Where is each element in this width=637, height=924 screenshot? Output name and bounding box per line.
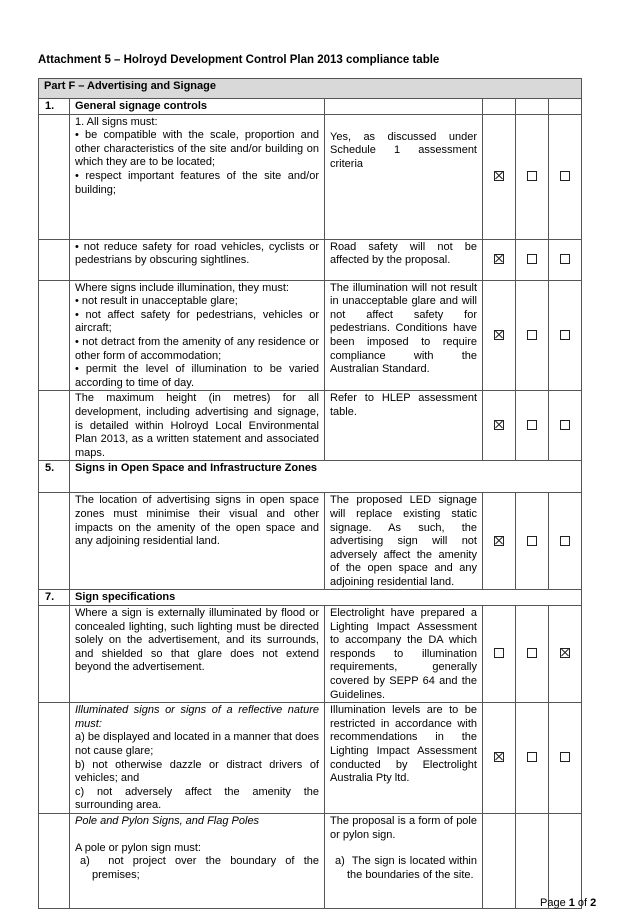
checkbox-icon[interactable] xyxy=(527,752,537,762)
checkbox-icon[interactable] xyxy=(560,648,570,658)
table-row xyxy=(39,493,582,590)
assessment-comment: The proposal is a form of pole or pylon sign. a) The sign is located within the boundaries of the site. xyxy=(325,813,483,908)
control-text: Where signs include illumination, they must: • not result in unacceptable glare; • not affect safety for pedestrians, vehicles or aircraft; • not detract from the amenity of any residence or other form of accommodation; • permit the level of illumination to be varied according to time of day. xyxy=(70,280,325,391)
checkbox-icon[interactable] xyxy=(527,420,537,430)
control-text: • not reduce safety for road vehicles, cyclists or pedestrians by obscuring sightlines. xyxy=(70,239,325,280)
section-number: 5. xyxy=(39,461,70,493)
checkbox-icon[interactable] xyxy=(560,752,570,762)
check-no[interactable] xyxy=(516,239,549,280)
checkbox-icon[interactable] xyxy=(527,330,537,340)
table-row xyxy=(39,239,582,280)
check-no[interactable] xyxy=(516,493,549,590)
table-row xyxy=(39,114,582,239)
section-heading-row xyxy=(39,590,582,606)
check-na[interactable] xyxy=(549,703,582,814)
checkbox-icon[interactable] xyxy=(494,171,504,181)
checkbox-icon[interactable] xyxy=(527,536,537,546)
part-heading-row xyxy=(39,79,582,99)
section-heading-row xyxy=(39,461,582,493)
assessment-comment: Road safety will not be affected by the proposal. xyxy=(325,239,483,280)
check-no[interactable] xyxy=(516,703,549,814)
checkbox-icon[interactable] xyxy=(494,254,504,264)
checkbox-icon[interactable] xyxy=(494,330,504,340)
checkbox-icon[interactable] xyxy=(494,536,504,546)
check-na[interactable] xyxy=(549,239,582,280)
assessment-comment: Yes, as discussed under Schedule 1 assessment criteria xyxy=(325,114,483,239)
checkbox-icon[interactable] xyxy=(560,420,570,430)
checkbox-icon[interactable] xyxy=(527,648,537,658)
control-text: 1. All signs must: • be compatible with the scale, proportion and other characteristics of the site and/or building on which they are to be located; • respect important features of the site and/or building; xyxy=(70,114,325,239)
checkbox-icon[interactable] xyxy=(494,648,504,658)
check-na[interactable] xyxy=(549,606,582,703)
section-number: 1. xyxy=(39,99,70,115)
control-text: Illuminated signs or signs of a reflective nature must: a) be displayed and located in a manner that does not cause glare; b) not otherwise dazzle or distract drivers of vehicles; and c) not adversely affect the amenity the surrounding area. xyxy=(70,703,325,814)
part-heading: Part F – Advertising and Signage xyxy=(39,79,582,99)
assessment-comment: The proposed LED signage will replace existing static signage. As such, the advertising sign will not adversely affect the amenity of the open space and any adjoining residential land. xyxy=(325,493,483,590)
check-no[interactable] xyxy=(516,606,549,703)
check-yes[interactable] xyxy=(483,280,516,391)
table-row xyxy=(39,391,582,461)
checkbox-icon[interactable] xyxy=(560,171,570,181)
assessment-comment: The illumination will not result in unacceptable glare and will not affect safety for pedestrians. Conditions have been imposed to require compliance with the Australian Standard. xyxy=(325,280,483,391)
table-row xyxy=(39,703,582,814)
check-no[interactable] xyxy=(516,280,549,391)
checkbox-icon[interactable] xyxy=(527,254,537,264)
assessment-comment: Illumination levels are to be restricted in accordance with recommendations in the Lighting Impact Assessment conducted by Electrolight Australia Pty ltd. xyxy=(325,703,483,814)
checkbox-icon[interactable] xyxy=(527,171,537,181)
section-heading-row xyxy=(39,99,582,115)
page-title: Attachment 5 – Holroyd Development Control Plan 2013 compliance table xyxy=(38,54,440,66)
check-no[interactable] xyxy=(516,114,549,239)
section-number: 7. xyxy=(39,590,70,606)
assessment-comment: Electrolight have prepared a Lighting Impact Assessment to accompany the DA which responds to illumination requirements, generally covered by SEPP 64 and the Guidelines. xyxy=(325,606,483,703)
checkbox-icon[interactable] xyxy=(494,752,504,762)
check-yes[interactable] xyxy=(483,391,516,461)
checkbox-icon[interactable] xyxy=(560,254,570,264)
check-yes[interactable] xyxy=(483,239,516,280)
check-no[interactable] xyxy=(516,391,549,461)
page-footer: Page 1 of 2 xyxy=(540,897,597,909)
check-yes[interactable] xyxy=(483,114,516,239)
check-yes[interactable] xyxy=(483,703,516,814)
table-row xyxy=(39,813,582,908)
check-na[interactable] xyxy=(549,493,582,590)
compliance-table xyxy=(38,78,582,909)
section-heading: Sign specifications xyxy=(70,590,582,606)
checkbox-icon[interactable] xyxy=(560,536,570,546)
section-heading: Signs in Open Space and Infrastructure Zones xyxy=(70,461,582,493)
assessment-comment: Refer to HLEP assessment table. xyxy=(325,391,483,461)
check-na[interactable] xyxy=(549,391,582,461)
table-row xyxy=(39,606,582,703)
check-na[interactable] xyxy=(549,114,582,239)
check-na[interactable] xyxy=(549,280,582,391)
control-text: Pole and Pylon Signs, and Flag Poles A pole or pylon sign must: a) not project over the boundary of the premises; xyxy=(70,813,325,908)
check-yes[interactable] xyxy=(483,606,516,703)
control-text: Where a sign is externally illuminated by flood or concealed lighting, such lighting must be directed solely on the advertisement, and its surrounds, and shielded so that glare does not extend beyond the advertisement. xyxy=(70,606,325,703)
control-text: The location of advertising signs in open space zones must minimise their visual and other impacts on the amenity of the open space and any adjoining residential land. xyxy=(70,493,325,590)
table-row xyxy=(39,280,582,391)
checkbox-icon[interactable] xyxy=(560,330,570,340)
check-yes[interactable] xyxy=(483,493,516,590)
checkbox-icon[interactable] xyxy=(494,420,504,430)
control-text: The maximum height (in metres) for all development, including advertising and signage, is detailed within Holroyd Local Environmental Plan 2013, as a written statement and associated maps. xyxy=(70,391,325,461)
section-heading: General signage controls xyxy=(70,99,325,115)
